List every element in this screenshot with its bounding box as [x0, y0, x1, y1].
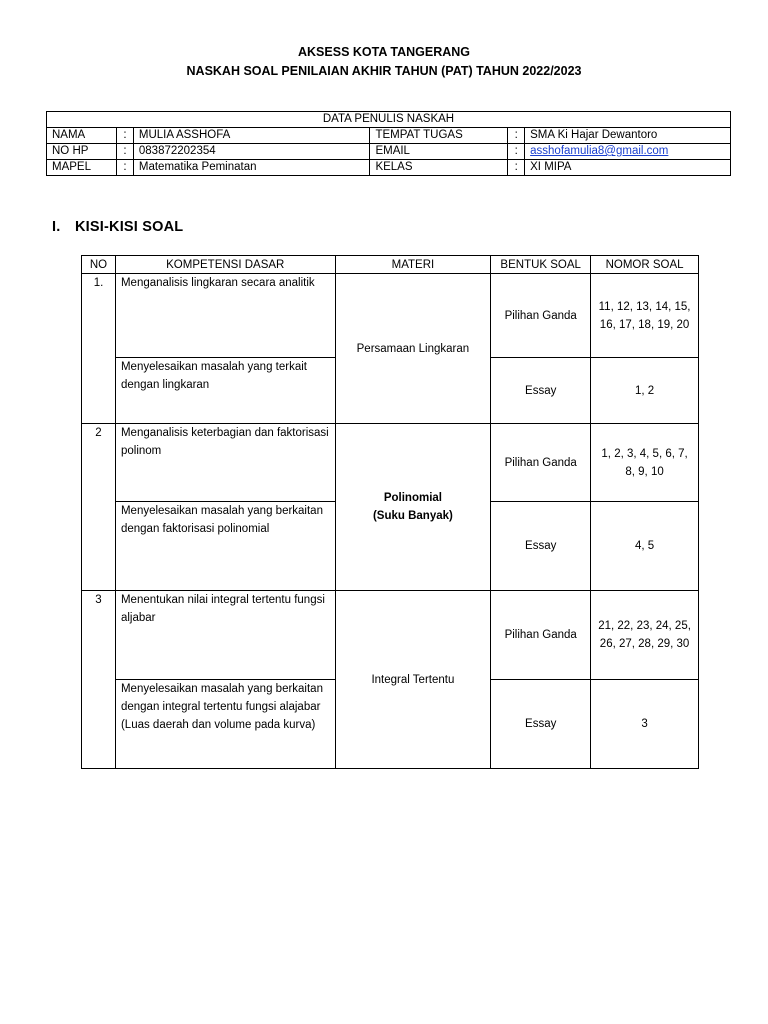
table-row [82, 424, 699, 502]
label-no-hp: NO HP [47, 144, 117, 160]
header-nomor-soal: NOMOR SOAL [591, 256, 699, 274]
materi [335, 424, 491, 591]
section-title: KISI-KISI SOAL [75, 219, 184, 235]
table-row [82, 274, 699, 358]
writer-table-title: DATA PENULIS NASKAH [47, 112, 731, 128]
materi [335, 591, 491, 769]
nomor-soal: 1, 2 [591, 358, 699, 424]
nomor-soal: 21, 22, 23, 24, 25, 26, 27, 28, 29, 30 [591, 591, 699, 680]
writer-row [47, 144, 731, 160]
value-tempat-tugas: SMA Ki Hajar Dewantoro [525, 128, 731, 144]
bentuk-soal: Pilihan Ganda [491, 424, 591, 502]
header-materi: MATERI [335, 256, 491, 274]
materi-name: Polinomial [383, 492, 442, 504]
label-kelas: KELAS [370, 160, 508, 176]
nomor-soal: 11, 12, 13, 14, 15, 16, 17, 18, 19, 20 [591, 274, 699, 358]
materi-subname: (Suku Banyak) [372, 510, 453, 522]
bentuk-soal: Pilihan Ganda [491, 591, 591, 680]
kompetensi-dasar: Menyelesaikan masalah yang berkaitan dengan integral tertentu fungsi alajabar (Luas daerah dan volume pada kurva) [115, 680, 335, 769]
kompetensi-dasar: Menganalisis lingkaran secara analitik [115, 274, 335, 358]
email-link[interactable]: asshofamulia8@gmail.com [530, 145, 669, 157]
kompetensi-dasar: Menyelesaikan masalah yang terkait dengan lingkaran [115, 358, 335, 424]
materi [335, 274, 491, 424]
materi-name: Integral Tertentu [371, 673, 455, 686]
kompetensi-dasar: Menganalisis keterbagian dan faktorisasi polinom [115, 424, 335, 502]
value-no-hp: 083872202354 [133, 144, 370, 160]
header-kompetensi-dasar: KOMPETENSI DASAR [115, 256, 335, 274]
section-number: I. [52, 219, 61, 235]
header-line-1: AKSESS KOTA TANGERANG [298, 45, 470, 59]
section-heading [52, 219, 183, 235]
colon: : [116, 160, 133, 176]
colon: : [508, 128, 525, 144]
colon: : [508, 144, 525, 160]
row-number: 3 [82, 591, 116, 769]
label-mapel: MAPEL [47, 160, 117, 176]
row-number: 2 [82, 424, 116, 591]
kompetensi-dasar: Menentukan nilai integral tertentu fungsi aljabar [115, 591, 335, 680]
header-line-2: NASKAH SOAL PENILAIAN AKHIR TAHUN (PAT) TAHUN 2022/2023 [186, 64, 582, 78]
writer-data-table [46, 111, 731, 176]
nomor-soal: 3 [591, 680, 699, 769]
materi-name: Persamaan Lingkaran [356, 342, 470, 355]
colon: : [116, 128, 133, 144]
kompetensi-dasar: Menyelesaikan masalah yang berkaitan dengan faktorisasi polinomial [115, 502, 335, 591]
bentuk-soal: Pilihan Ganda [491, 274, 591, 358]
row-number: 1. [82, 274, 116, 424]
value-mapel: Matematika Peminatan [133, 160, 370, 176]
header-bentuk-soal: BENTUK SOAL [491, 256, 591, 274]
nomor-soal: 1, 2, 3, 4, 5, 6, 7, 8, 9, 10 [591, 424, 699, 502]
writer-row [47, 128, 731, 144]
bentuk-soal: Essay [491, 680, 591, 769]
bentuk-soal: Essay [491, 358, 591, 424]
value-email [525, 144, 731, 160]
kisi-kisi-table [81, 255, 699, 769]
writer-row [47, 160, 731, 176]
bentuk-soal: Essay [491, 502, 591, 591]
kisi-header-row [82, 256, 699, 274]
colon: : [508, 160, 525, 176]
table-row [82, 591, 699, 680]
label-nama: NAMA [47, 128, 117, 144]
nomor-soal: 4, 5 [591, 502, 699, 591]
value-nama: MULIA ASSHOFA [133, 128, 370, 144]
label-email: EMAIL [370, 144, 508, 160]
value-kelas: XI MIPA [525, 160, 731, 176]
colon: : [116, 144, 133, 160]
header-no: NO [82, 256, 116, 274]
document-header [0, 43, 768, 81]
label-tempat-tugas: TEMPAT TUGAS [370, 128, 508, 144]
